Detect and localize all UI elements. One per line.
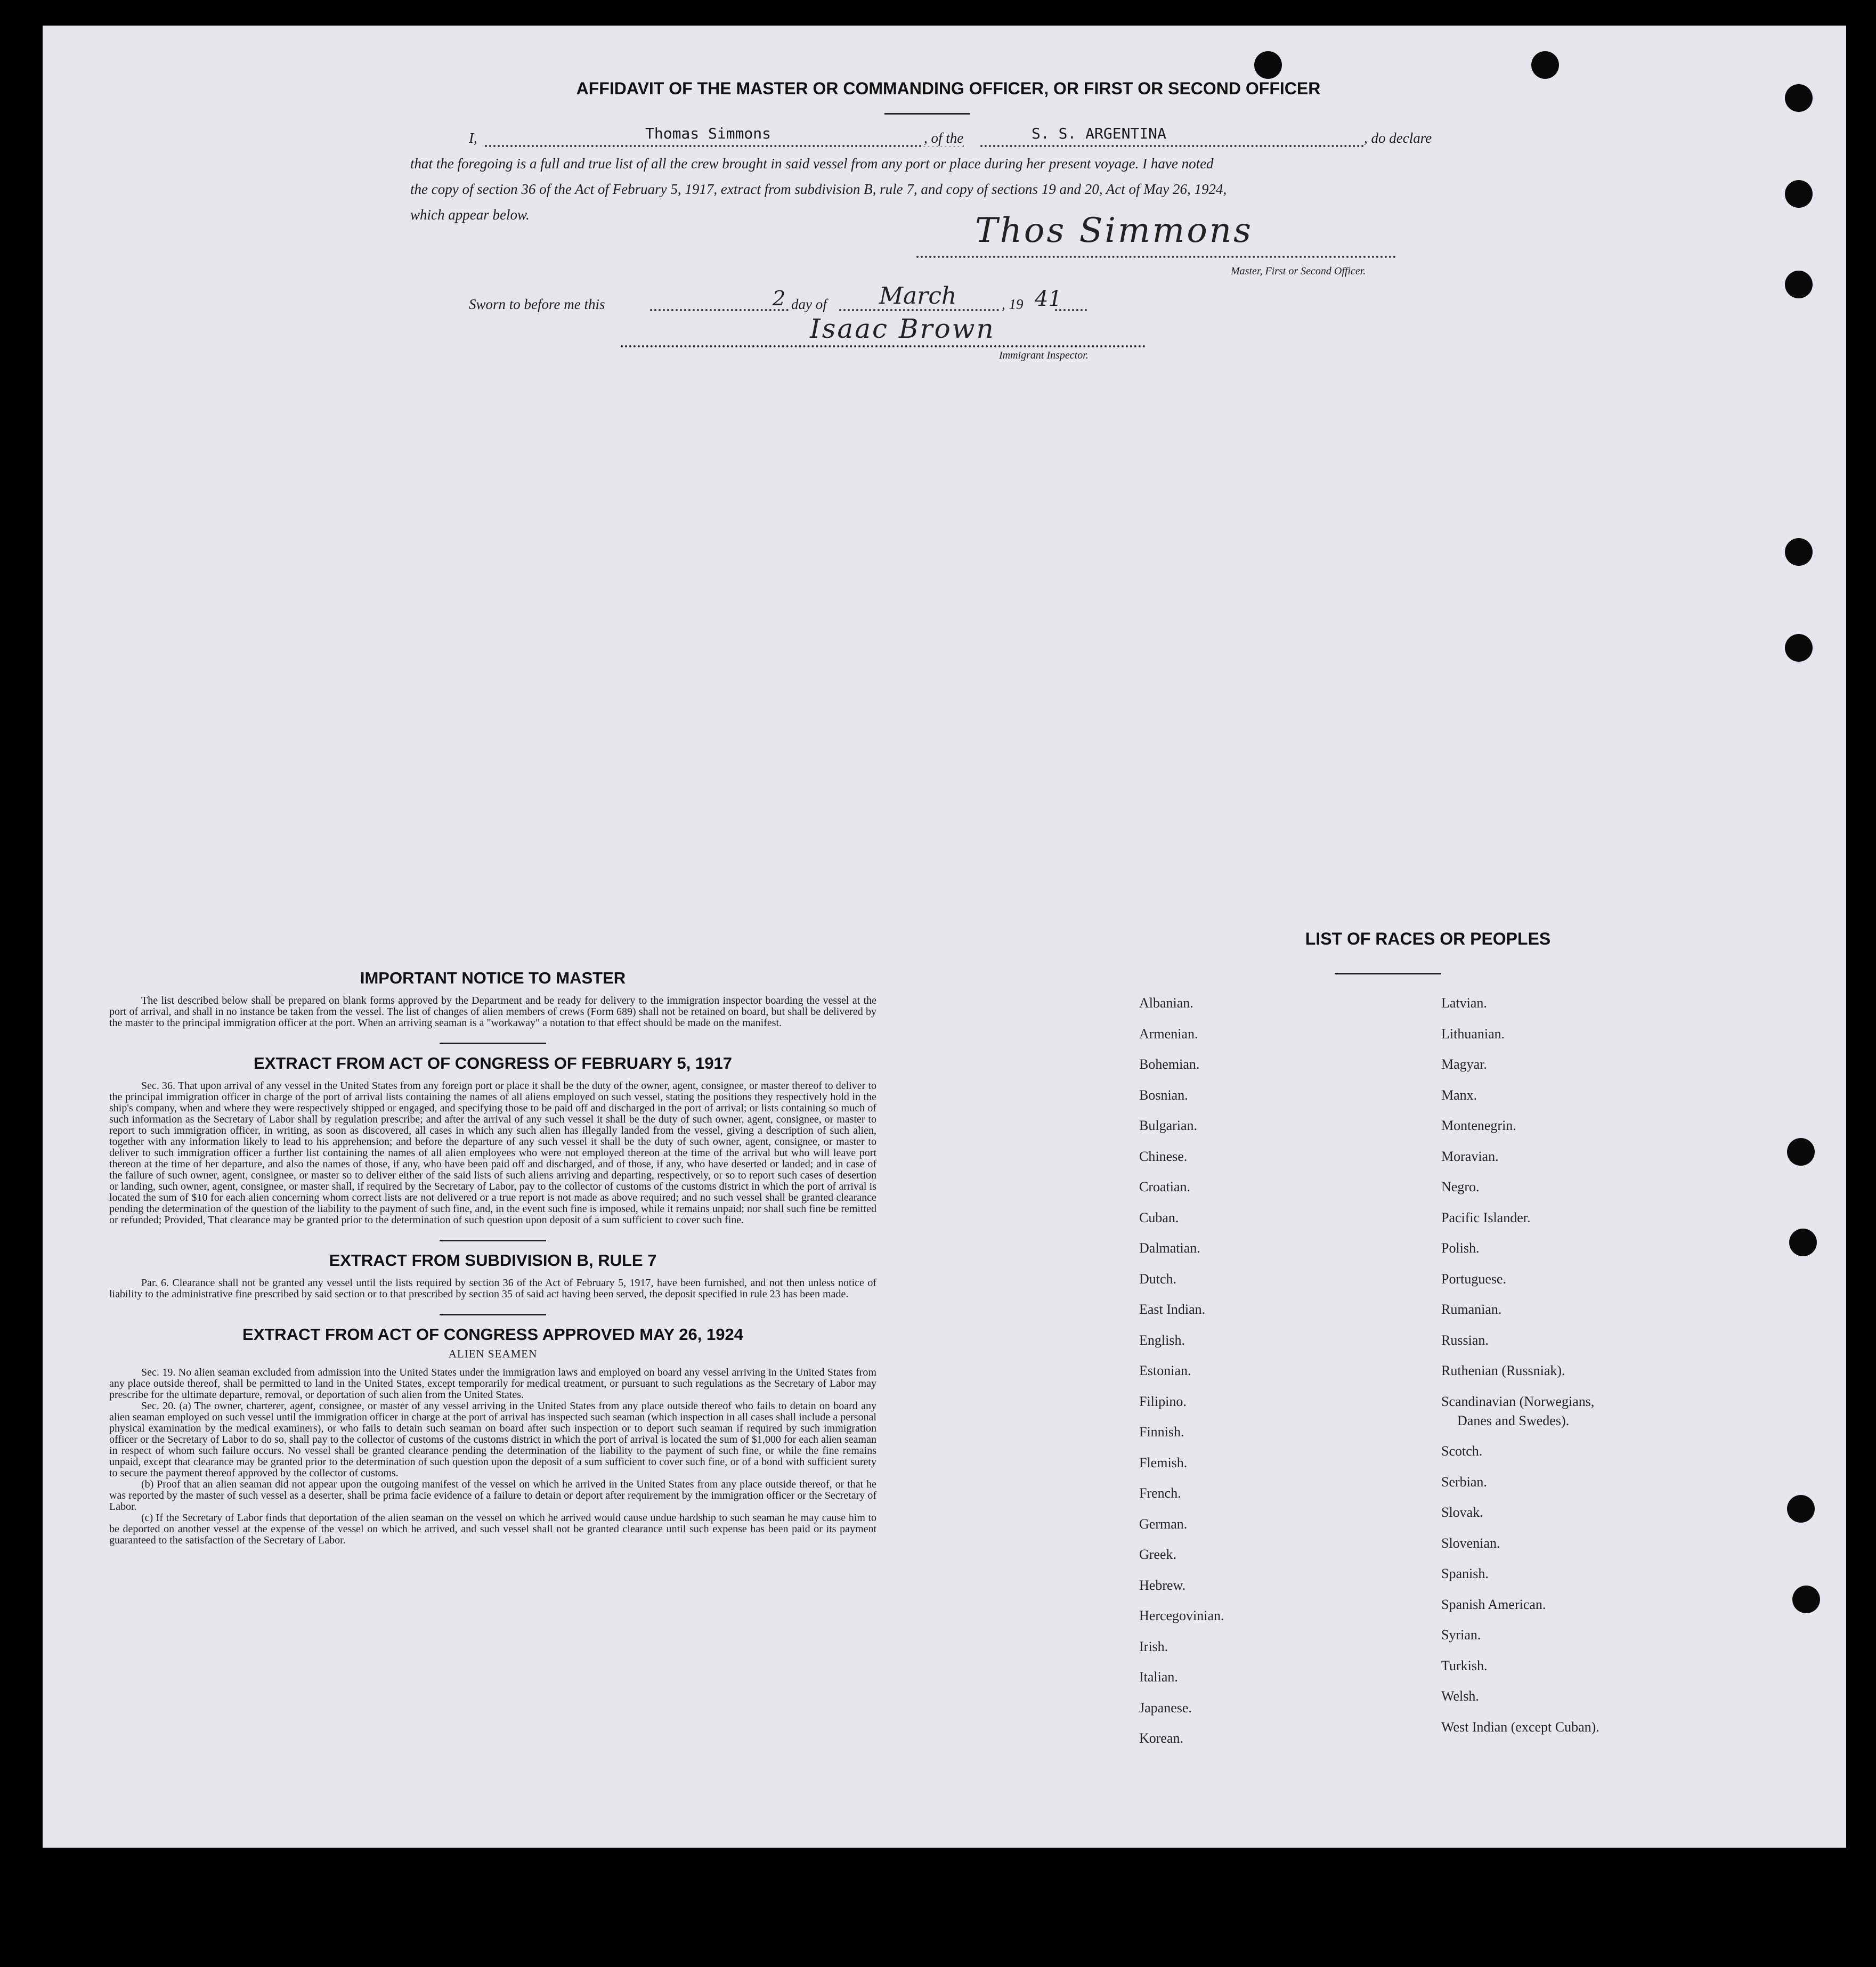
race-item: Welsh. — [1441, 1688, 1479, 1704]
race-item: Dutch. — [1139, 1271, 1177, 1287]
day-of-label: day of — [791, 296, 827, 312]
race-item: German. — [1139, 1516, 1188, 1532]
master-caption: Master, First or Second Officer. — [1231, 265, 1366, 277]
day-dots — [650, 302, 789, 311]
declaration-line-3: the copy of section 36 of the Act of February 5, 1917, extract from subdivision B, rule 7, and copy of sections 19 and 20, Act of May 26, 1924, — [410, 181, 1227, 197]
document-sheet — [43, 26, 1846, 1848]
race-item: Pacific Islander. — [1441, 1209, 1531, 1225]
master-signature: Thos Simmons — [975, 211, 1253, 250]
race-item: Serbian. — [1441, 1474, 1487, 1490]
inspector-signature: Isaac Brown — [810, 313, 995, 344]
divider-3 — [440, 1314, 546, 1315]
race-item: Irish. — [1139, 1638, 1168, 1654]
race-item: Syrian. — [1441, 1627, 1481, 1643]
punch-hole — [1785, 634, 1813, 662]
race-item: Magyar. — [1441, 1056, 1487, 1072]
divider-2 — [440, 1240, 546, 1241]
race-item: Danes and Swedes). — [1457, 1412, 1570, 1428]
of-the-label: , of the — [922, 130, 963, 147]
declaration-line-2: that the foregoing is a full and true list of all the crew brought in said vessel from any port or place during her present voyage. I have noted — [410, 156, 1214, 172]
race-item: Portuguese. — [1441, 1271, 1507, 1287]
punch-hole — [1787, 1138, 1815, 1166]
do-declare-label: , do declare — [1364, 130, 1432, 146]
race-item: Finnish. — [1139, 1424, 1184, 1440]
punch-hole — [1785, 180, 1813, 208]
race-item: Greek. — [1139, 1547, 1177, 1562]
sec19-text: Sec. 19. No alien seaman excluded from admission into the United States under the immigration laws and employed on board any vessel arriving in the United States from any place outside thereof, shall be permitted to land in the United States, except temporarily for medical treatment, or pursuant to such regulations as the Secretary of Labor may prescribe for the ultimate departure, removal, or deportation of such alien from the United States. — [109, 1367, 876, 1401]
race-item: Cuban. — [1139, 1209, 1179, 1225]
race-item: Croatian. — [1139, 1179, 1191, 1194]
declaration-line-1 — [469, 125, 1460, 151]
crew-master-name: Thomas Simmons — [642, 125, 774, 142]
race-item: Moravian. — [1441, 1148, 1499, 1164]
race-item: Spanish American. — [1441, 1596, 1546, 1612]
race-item: Armenian. — [1139, 1026, 1198, 1042]
sworn-line — [469, 282, 1162, 313]
year-dots — [1055, 302, 1087, 311]
race-item: Montenegrin. — [1441, 1118, 1516, 1133]
legal-column — [109, 969, 876, 1546]
race-item: Scotch. — [1441, 1443, 1483, 1459]
race-item: Polish. — [1441, 1240, 1480, 1256]
races-title: LIST OF RACES OR PEOPLES — [1305, 929, 1551, 948]
race-item: East Indian. — [1139, 1302, 1206, 1317]
punch-hole — [1254, 51, 1282, 79]
sworn-label: Sworn to before me this — [469, 296, 605, 312]
race-item: Spanish. — [1441, 1566, 1489, 1581]
extract-1924-title: EXTRACT FROM ACT OF CONGRESS APPROVED MAY 26, 1924 — [242, 1325, 743, 1344]
rule7-title: EXTRACT FROM SUBDIVISION B, RULE 7 — [329, 1251, 657, 1270]
vessel-name: S. S. ARGENTINA — [1028, 125, 1170, 142]
race-item: Lithuanian. — [1441, 1026, 1505, 1042]
race-item: Bohemian. — [1139, 1056, 1200, 1072]
punch-hole — [1785, 84, 1813, 112]
race-item: Rumanian. — [1441, 1302, 1502, 1317]
inspector-caption: Immigrant Inspector. — [999, 349, 1089, 361]
race-item: Chinese. — [1139, 1148, 1188, 1164]
extract-1917-text: Sec. 36. That upon arrival of any vessel in the United States from any foreign port or place it shall be the duty of the owner, agent, consignee, or master thereof to deliver to the principal immigration officer in charge of the port of arrival lists containing the names of all aliens employed on such vessel, stating the positions they respectively hold in the ship's company, when and where they were respectively shipped or engaged, and specifying those to be paid off and discharged in the port of arrival; or lists containing so much of such information as the Secretary of Labor shall by regulation prescribe; and after the arrival of any such vessel it shall be the duty of such owner, agent, consignee, or master to report to such immigration officer, in writing, as soon as discovered, all cases in which any such alien has illegally landed from the vessel, giving a description of such alien, together with any information likely to lead to his apprehension; and before the departure of any such vessel it shall be the duty of such owner, agent, consignee, or master to deliver to such immigration officer a further list containing the names of all alien employees who were not employed thereon at the time of the arrival but who will leave port thereon at the time of her departure, and also the names of those, if any, who have been paid off and discharged, and of those, if any, who have deserted or landed; and in case of the failure of such owner, agent, consignee, or master so to deliver either of the said lists of such aliens arriving and departing, respectively, or so to report such cases of desertion or landing, such owner, agent, consignee, or master shall, if required by the Secretary of Labor, pay to the collector of customs of the customs district in which the port of arrival is located the sum of $10 for each alien concerning whom correct lists are not delivered or a true report is not made as above required; and no such vessel shall be granted clearance pending the determination of the question of the liability to the payment of such fine, and, in the event such fine is imposed, while it remains unpaid; nor shall such fine be remitted or refunded; Provided, That clearance may be granted prior to the determination of such question upon deposit of a sum sufficient to cover such fine. — [109, 1080, 876, 1226]
punch-hole — [1787, 1495, 1815, 1523]
race-item: Slovak. — [1441, 1505, 1483, 1520]
races-rule — [1335, 973, 1441, 974]
race-item: Hebrew. — [1139, 1577, 1186, 1593]
sworn-day: 2 — [773, 287, 786, 310]
race-item: Negro. — [1441, 1179, 1480, 1194]
punch-hole — [1789, 1229, 1817, 1256]
race-item: French. — [1139, 1485, 1181, 1501]
notice-title: IMPORTANT NOTICE TO MASTER — [360, 969, 626, 987]
title-rule — [884, 113, 970, 115]
race-item: Japanese. — [1139, 1700, 1192, 1716]
sworn-month: March — [879, 282, 957, 310]
divider-1 — [440, 1043, 546, 1044]
race-item: Dalmatian. — [1139, 1240, 1200, 1256]
extract-1924-subtitle: ALIEN SEAMEN — [448, 1347, 538, 1360]
race-item: Ruthenian (Russniak). — [1441, 1363, 1565, 1378]
race-item: Latvian. — [1441, 995, 1487, 1011]
race-item: Turkish. — [1441, 1657, 1488, 1673]
punch-hole — [1785, 538, 1813, 566]
race-item: Flemish. — [1139, 1454, 1188, 1470]
race-item: Bulgarian. — [1139, 1118, 1198, 1133]
race-item: Estonian. — [1139, 1363, 1191, 1378]
race-item: Russian. — [1441, 1332, 1489, 1348]
sec20b-text: (b) Proof that an alien seaman did not appear upon the outgoing manifest of the vessel on which he arrived in the United States from any place outside thereof, or that he was reported by the master of such vessel as a deserter, shall be prima facie evidence of a failure to detain or deport after requirement by the immigration officer or the Secretary of Labor. — [109, 1478, 876, 1513]
notice-text: The list described below shall be prepared on blank forms approved by the Department and be ready for delivery to the immigration inspector boarding the vessel at the port of arrival, and shall in no instance be taken from the vessel. The list of changes of alien members of crews (Form 689) shall not be retained on board, but shall be delivered by the master to the principal immigration officer at the port. When an arriving seaman is a "workaway" a notation to that effect should be made on the manifest. — [109, 995, 876, 1029]
race-item: Manx. — [1441, 1087, 1477, 1103]
punch-hole — [1531, 51, 1559, 79]
rule7-text: Par. 6. Clearance shall not be granted any vessel until the lists required by section 36 of the Act of February 5, 1917, have been furnished, and not then unless notice of liability to the administrative fine prescribed by said section or to that prescribed by section 35 of said act having been served, the deposit specified in rule 23 has been made. — [109, 1277, 876, 1300]
race-item: Hercegovinian. — [1139, 1608, 1224, 1623]
sec20a-text: Sec. 20. (a) The owner, charterer, agent, consignee, or master of any vessel arriving in the United States from any place outside thereof who fails to detain on board any alien seaman employed on such vessel until the immigration officer in charge at the port of arrival has inspected such seaman (which inspection in all cases shall include a personal physical examination by the medical examiners), or who fails to detain such seaman on board after such inspection or to deport such seaman if required by such immigration officer or the Secretary of Labor to do so, shall pay to the collector of customs of the customs district in which the port of arrival is located the sum of $1,000 for each alien seaman in respect of whom such failure occurs. No vessel shall be granted clearance pending the determination of the liability to the payment of such fine, or while the fine remains unpaid, except that clearance may be granted prior to the determination of such question upon the deposit of a sum sufficient to cover such fine, or of a bond with sufficient surety to secure the payment thereof approved by the collector of customs. — [109, 1400, 876, 1479]
sec20c-text: (c) If the Secretary of Labor finds that deportation of the alien seaman on the vessel on which he arrived would cause undue hardship to such seaman he may cause him to be deported on another vessel at the expense of the vessel on which he arrived, and such vessel shall not be granted clearance until such expense has been paid or its payment guaranteed to the satisfaction of the Secretary of Labor. — [109, 1512, 876, 1546]
affidavit-title: AFFIDAVIT OF THE MASTER OR COMMANDING OFFICER, OR FIRST OR SECOND OFFICER — [576, 79, 1321, 98]
declaration-line-4: which appear below. — [410, 207, 530, 223]
race-item: Albanian. — [1139, 995, 1193, 1011]
extract-1917-title: EXTRACT FROM ACT OF CONGRESS OF FEBRUARY 5, 1917 — [254, 1054, 732, 1072]
race-item: Slovenian. — [1441, 1535, 1500, 1551]
punch-hole — [1792, 1586, 1820, 1613]
i-label: I, — [469, 130, 477, 146]
race-item: West Indian (except Cuban). — [1441, 1719, 1599, 1735]
race-item: Scandinavian (Norwegians, — [1441, 1393, 1595, 1409]
year-label: , 19 — [1002, 296, 1024, 312]
race-item: Bosnian. — [1139, 1087, 1188, 1103]
punch-hole — [1785, 271, 1813, 298]
race-item: Filipino. — [1139, 1393, 1187, 1409]
race-item: English. — [1139, 1332, 1185, 1348]
race-item: Italian. — [1139, 1669, 1178, 1685]
master-signature-line — [916, 254, 1396, 258]
race-item: Korean. — [1139, 1730, 1184, 1746]
sworn-year: 41 — [1035, 287, 1062, 311]
